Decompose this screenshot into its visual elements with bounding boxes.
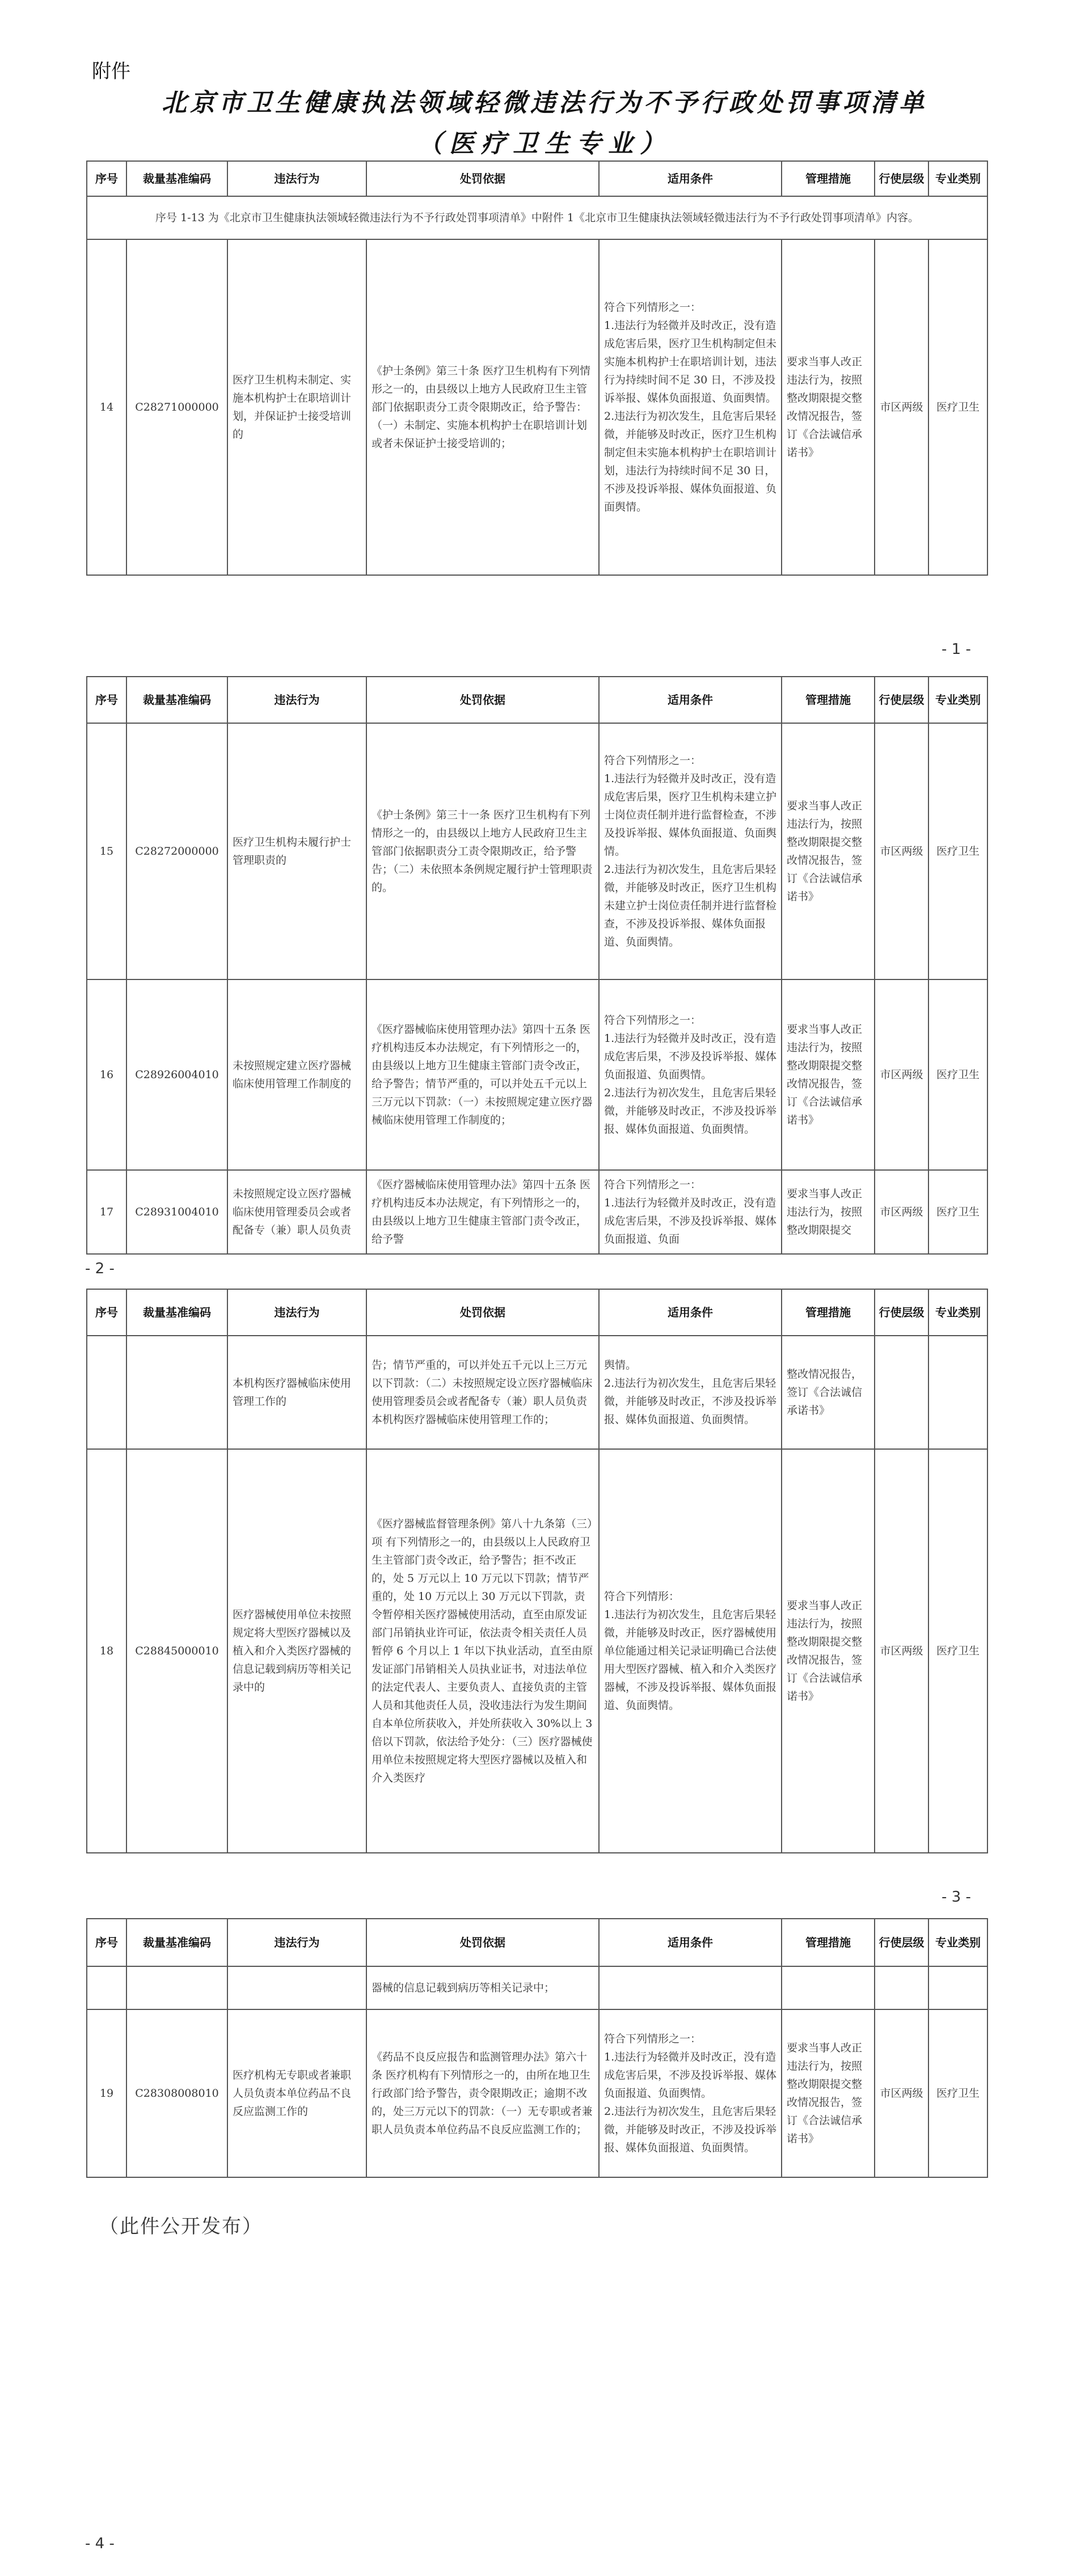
row-basis: 《医疗器械监督管理条例》第八十九条第（三）项 有下列情形之一的，由县级以上人民政府卫生主管部门责令改正，给予警告；拒不改正的，处 5 万元以上 10 万元以下罚款；情节严重的，处 10 万元以上 30 万元以下罚款，责令暂停相关医疗器械使用活动，直至由原发证部门吊销执业许可证，依法责令相关责任人员暂停 6 个月以上 1 年以下执业活动，直至由原发证部门吊销相关人员执业证书，对违法单位的法定代表人、主要负责人、直接负责的主管人员和其他责任人员，没收违法行为发生期间自本单位所获收入，并处所获收入 30%以上 3 倍以下罚款，依法给予处分：（三）医疗器械使用单位未按照规定将大型医疗器械以及植入和介入类医疗 (366, 1449, 599, 1853)
page1-table (86, 161, 988, 576)
row-act: 未按照规定建立医疗器械临床使用管理工作制度的 (227, 979, 366, 1170)
row-act: 医疗卫生机构未履行护士管理职责的 (227, 723, 366, 979)
row-cond: 符合下列情形之一： 1.违法行为轻微并及时改正，没有造成危害后果，医疗卫生机构未建立护士岗位责任制并进行监督检查，不涉及投诉举报、媒体负面报道、负面舆情。 2.违法行为初次发生，且危害后果轻微，并能够及时改正，医疗卫生机构未建立护士岗位责任制并进行监督检查，不涉及投诉举报、媒体负面报道、负面舆情。 (599, 723, 782, 979)
col-header-category: 专业类别 (928, 1919, 987, 1966)
row-category: 医疗卫生 (928, 1170, 987, 1254)
col-header-act: 违法行为 (227, 1919, 366, 1966)
col-header-measure: 管理措施 (782, 1919, 875, 1966)
col-header-act: 违法行为 (227, 161, 366, 196)
col-header-level: 行使层级 (875, 1919, 928, 1966)
col-header-cond: 适用条件 (599, 161, 782, 196)
row-act: 未按照规定设立医疗器械临床使用管理委员会或者配备专（兼）职人员负责 (227, 1170, 366, 1254)
row-measure: 要求当事人改正违法行为，按照整改期限提交整改情况报告，签订《合法诚信承诺书》 (782, 239, 875, 575)
row-act: 本机构医疗器械临床使用管理工作的 (227, 1336, 366, 1449)
col-header-cond: 适用条件 (599, 1919, 782, 1966)
header-row (87, 1289, 987, 1336)
col-header-measure: 管理措施 (782, 1289, 875, 1336)
row-measure: 要求当事人改正违法行为，按照整改期限提交整改情况报告，签订《合法诚信承诺书》 (782, 979, 875, 1170)
row-code: C28926004010 (126, 979, 227, 1170)
document-subtitle: （医疗卫生专业） (417, 129, 672, 158)
row-level: 市区两级 (875, 979, 928, 1170)
table-row (87, 1966, 987, 2009)
table-row (87, 1336, 987, 1449)
note-text: 序号 1-13 为《北京市卫生健康执法领域轻微违法行为不予行政处罚事项清单》中附件 1《北京市卫生健康执法领域轻微违法行为不予行政处罚事项清单》内容。 (87, 196, 987, 239)
col-header-code: 裁量基准编码 (126, 1919, 227, 1966)
col-header-level: 行使层级 (875, 161, 928, 196)
row-basis: 《护士条例》第三十条 医疗卫生机构有下列情形之一的，由县级以上地方人民政府卫生主管部门依据职责分工责令限期改正，给予警告：（一）未制定、实施本机构护士在职培训计划或者未保证护士接受培训的； (366, 239, 599, 575)
row-category: 医疗卫生 (928, 2009, 987, 2177)
row-cond: 符合下列情形之一： 1.违法行为轻微并及时改正，没有造成危害后果，不涉及投诉举报、媒体负面报道、负面 (599, 1170, 782, 1254)
row-level: 市区两级 (875, 2009, 928, 2177)
row-measure: 要求当事人改正违法行为，按照整改期限提交整改情况报告，签订《合法诚信承诺书》 (782, 2009, 875, 2177)
row-code: C28845000010 (126, 1449, 227, 1853)
row-category: 医疗卫生 (928, 1449, 987, 1853)
col-header-cond: 适用条件 (599, 677, 782, 723)
row-code: C28271000000 (126, 239, 227, 575)
header-row (87, 677, 987, 723)
row-basis: 告；情节严重的，可以并处五千元以上三万元以下罚款：（二）未按照规定设立医疗器械临床使用管理委员会或者配备专（兼）职人员负责本机构医疗器械临床使用管理工作的； (366, 1336, 599, 1449)
table-row (87, 979, 987, 1170)
row-no: 16 (87, 979, 126, 1170)
col-header-code: 裁量基准编码 (126, 1289, 227, 1336)
col-header-no: 序号 (87, 1919, 126, 1966)
col-header-basis: 处罚依据 (366, 1919, 599, 1966)
col-header-category: 专业类别 (928, 1289, 987, 1336)
row-no: 18 (87, 1449, 126, 1853)
row-no: 19 (87, 2009, 126, 2177)
col-header-category: 专业类别 (928, 161, 987, 196)
col-header-no: 序号 (87, 161, 126, 196)
row-level: 市区两级 (875, 239, 928, 575)
table-row (87, 723, 987, 979)
page-number: - 1 - (942, 641, 971, 658)
row-category: 医疗卫生 (928, 979, 987, 1170)
table-row (87, 1170, 987, 1254)
note-row (87, 196, 987, 239)
row-act: 医疗机构无专职或者兼职人员负责本单位药品不良反应监测工作的 (227, 2009, 366, 2177)
col-header-no: 序号 (87, 1289, 126, 1336)
publication-note: （此件公开发布） (99, 2215, 263, 2238)
attachment-label: 附件 (92, 60, 130, 83)
page-number: - 4 - (85, 2535, 115, 2552)
col-header-measure: 管理措施 (782, 161, 875, 196)
row-measure: 要求当事人改正违法行为，按照整改期限提交整改情况报告，签订《合法诚信承诺书》 (782, 1449, 875, 1853)
col-header-basis: 处罚依据 (366, 1289, 599, 1336)
row-measure: 要求当事人改正违法行为，按照整改期限提交整改情况报告，签订《合法诚信承诺书》 (782, 723, 875, 979)
row-basis: 《药品不良反应报告和监测管理办法》第六十条 医疗机构有下列情形之一的，由所在地卫生行政部门给予警告，责令限期改正；逾期不改的，处三万元以下的罚款：（一）无专职或者兼职人员负责本单位药品不良反应监测工作的； (366, 2009, 599, 2177)
col-header-level: 行使层级 (875, 677, 928, 723)
row-measure: 整改情况报告，签订《合法诚信承诺书》 (782, 1336, 875, 1449)
row-level: 市区两级 (875, 723, 928, 979)
col-header-cond: 适用条件 (599, 1289, 782, 1336)
col-header-basis: 处罚依据 (366, 677, 599, 723)
col-header-basis: 处罚依据 (366, 161, 599, 196)
row-no: 17 (87, 1170, 126, 1254)
row-measure: 要求当事人改正违法行为，按照整改期限提交 (782, 1170, 875, 1254)
row-act: 医疗器械使用单位未按照规定将大型医疗器械以及植入和介入类医疗器械的信息记载到病历等相关记录中的 (227, 1449, 366, 1853)
row-category: 医疗卫生 (928, 239, 987, 575)
row-code: C28308008010 (126, 2009, 227, 2177)
page-number: - 2 - (85, 1260, 115, 1277)
row-cond: 符合下列情形之一： 1.违法行为轻微并及时改正，没有造成危害后果，不涉及投诉举报、媒体负面报道、负面舆情。 2.违法行为初次发生，且危害后果轻微，并能够及时改正，不涉及投诉举报、媒体负面报道、负面舆情。 (599, 2009, 782, 2177)
row-basis: 器械的信息记载到病历等相关记录中； (366, 1966, 599, 2009)
header-row (87, 161, 987, 196)
col-header-act: 违法行为 (227, 677, 366, 723)
header-row (87, 1919, 987, 1966)
row-cond: 符合下列情形： 1.违法行为初次发生，且危害后果轻微，并能够及时改正，医疗器械使用单位能通过相关记录证明确已合法使用大型医疗器械、植入和介入类医疗器械，不涉及投诉举报、媒体负面报道、负面舆情。 (599, 1449, 782, 1853)
col-header-level: 行使层级 (875, 1289, 928, 1336)
row-code: C28931004010 (126, 1170, 227, 1254)
row-act: 医疗卫生机构未制定、实施本机构护士在职培训计划，并保证护士接受培训的 (227, 239, 366, 575)
page2-table (86, 676, 988, 1255)
table-row (87, 1449, 987, 1853)
col-header-measure: 管理措施 (782, 677, 875, 723)
page-number: - 3 - (942, 1889, 971, 1906)
col-header-no: 序号 (87, 677, 126, 723)
col-header-act: 违法行为 (227, 1289, 366, 1336)
row-code: C28272000000 (126, 723, 227, 979)
row-no: 15 (87, 723, 126, 979)
row-basis: 《医疗器械临床使用管理办法》第四十五条 医疗机构违反本办法规定，有下列情形之一的，由县级以上地方卫生健康主管部门责令改正，给予警告；情节严重的，可以并处五千元以上三万元以下罚款：（一）未按照规定建立医疗器械临床使用管理工作制度的； (366, 979, 599, 1170)
row-category: 医疗卫生 (928, 723, 987, 979)
row-level: 市区两级 (875, 1170, 928, 1254)
row-no: 14 (87, 239, 126, 575)
page4-table (86, 1918, 988, 2178)
row-basis: 《医疗器械临床使用管理办法》第四十五条 医疗机构违反本办法规定，有下列情形之一的，由县级以上地方卫生健康主管部门责令改正，给予警 (366, 1170, 599, 1254)
document-title: 北京市卫生健康执法领域轻微违法行为不予行政处罚事项清单 (162, 88, 927, 117)
table-row (87, 239, 987, 575)
col-header-code: 裁量基准编码 (126, 161, 227, 196)
row-cond: 符合下列情形之一： 1.违法行为轻微并及时改正，没有造成危害后果，不涉及投诉举报、媒体负面报道、负面舆情。 2.违法行为初次发生，且危害后果轻微，并能够及时改正，不涉及投诉举报、媒体负面报道、负面舆情。 (599, 979, 782, 1170)
table-row (87, 2009, 987, 2177)
page3-table (86, 1289, 988, 1853)
col-header-code: 裁量基准编码 (126, 677, 227, 723)
col-header-category: 专业类别 (928, 677, 987, 723)
row-cond: 符合下列情形之一： 1.违法行为轻微并及时改正，没有造成危害后果，医疗卫生机构制定但未实施本机构护士在职培训计划，违法行为持续时间不足 30 日，不涉及投诉举报、媒体负面报道、负面舆情。 2.违法行为初次发生，且危害后果轻微，并能够及时改正，医疗卫生机构制定但未实施本机构护士在职培训计划，违法行为持续时间不足 30 日，不涉及投诉举报、媒体负面报道、负面舆情。 (599, 239, 782, 575)
row-basis: 《护士条例》第三十一条 医疗卫生机构有下列情形之一的，由县级以上地方人民政府卫生主管部门依据职责分工责令限期改正，给予警告；（二）未依照本条例规定履行护士管理职责的。 (366, 723, 599, 979)
row-cond: 舆情。 2.违法行为初次发生，且危害后果轻微，并能够及时改正，不涉及投诉举报、媒体负面报道、负面舆情。 (599, 1336, 782, 1449)
row-level: 市区两级 (875, 1449, 928, 1853)
